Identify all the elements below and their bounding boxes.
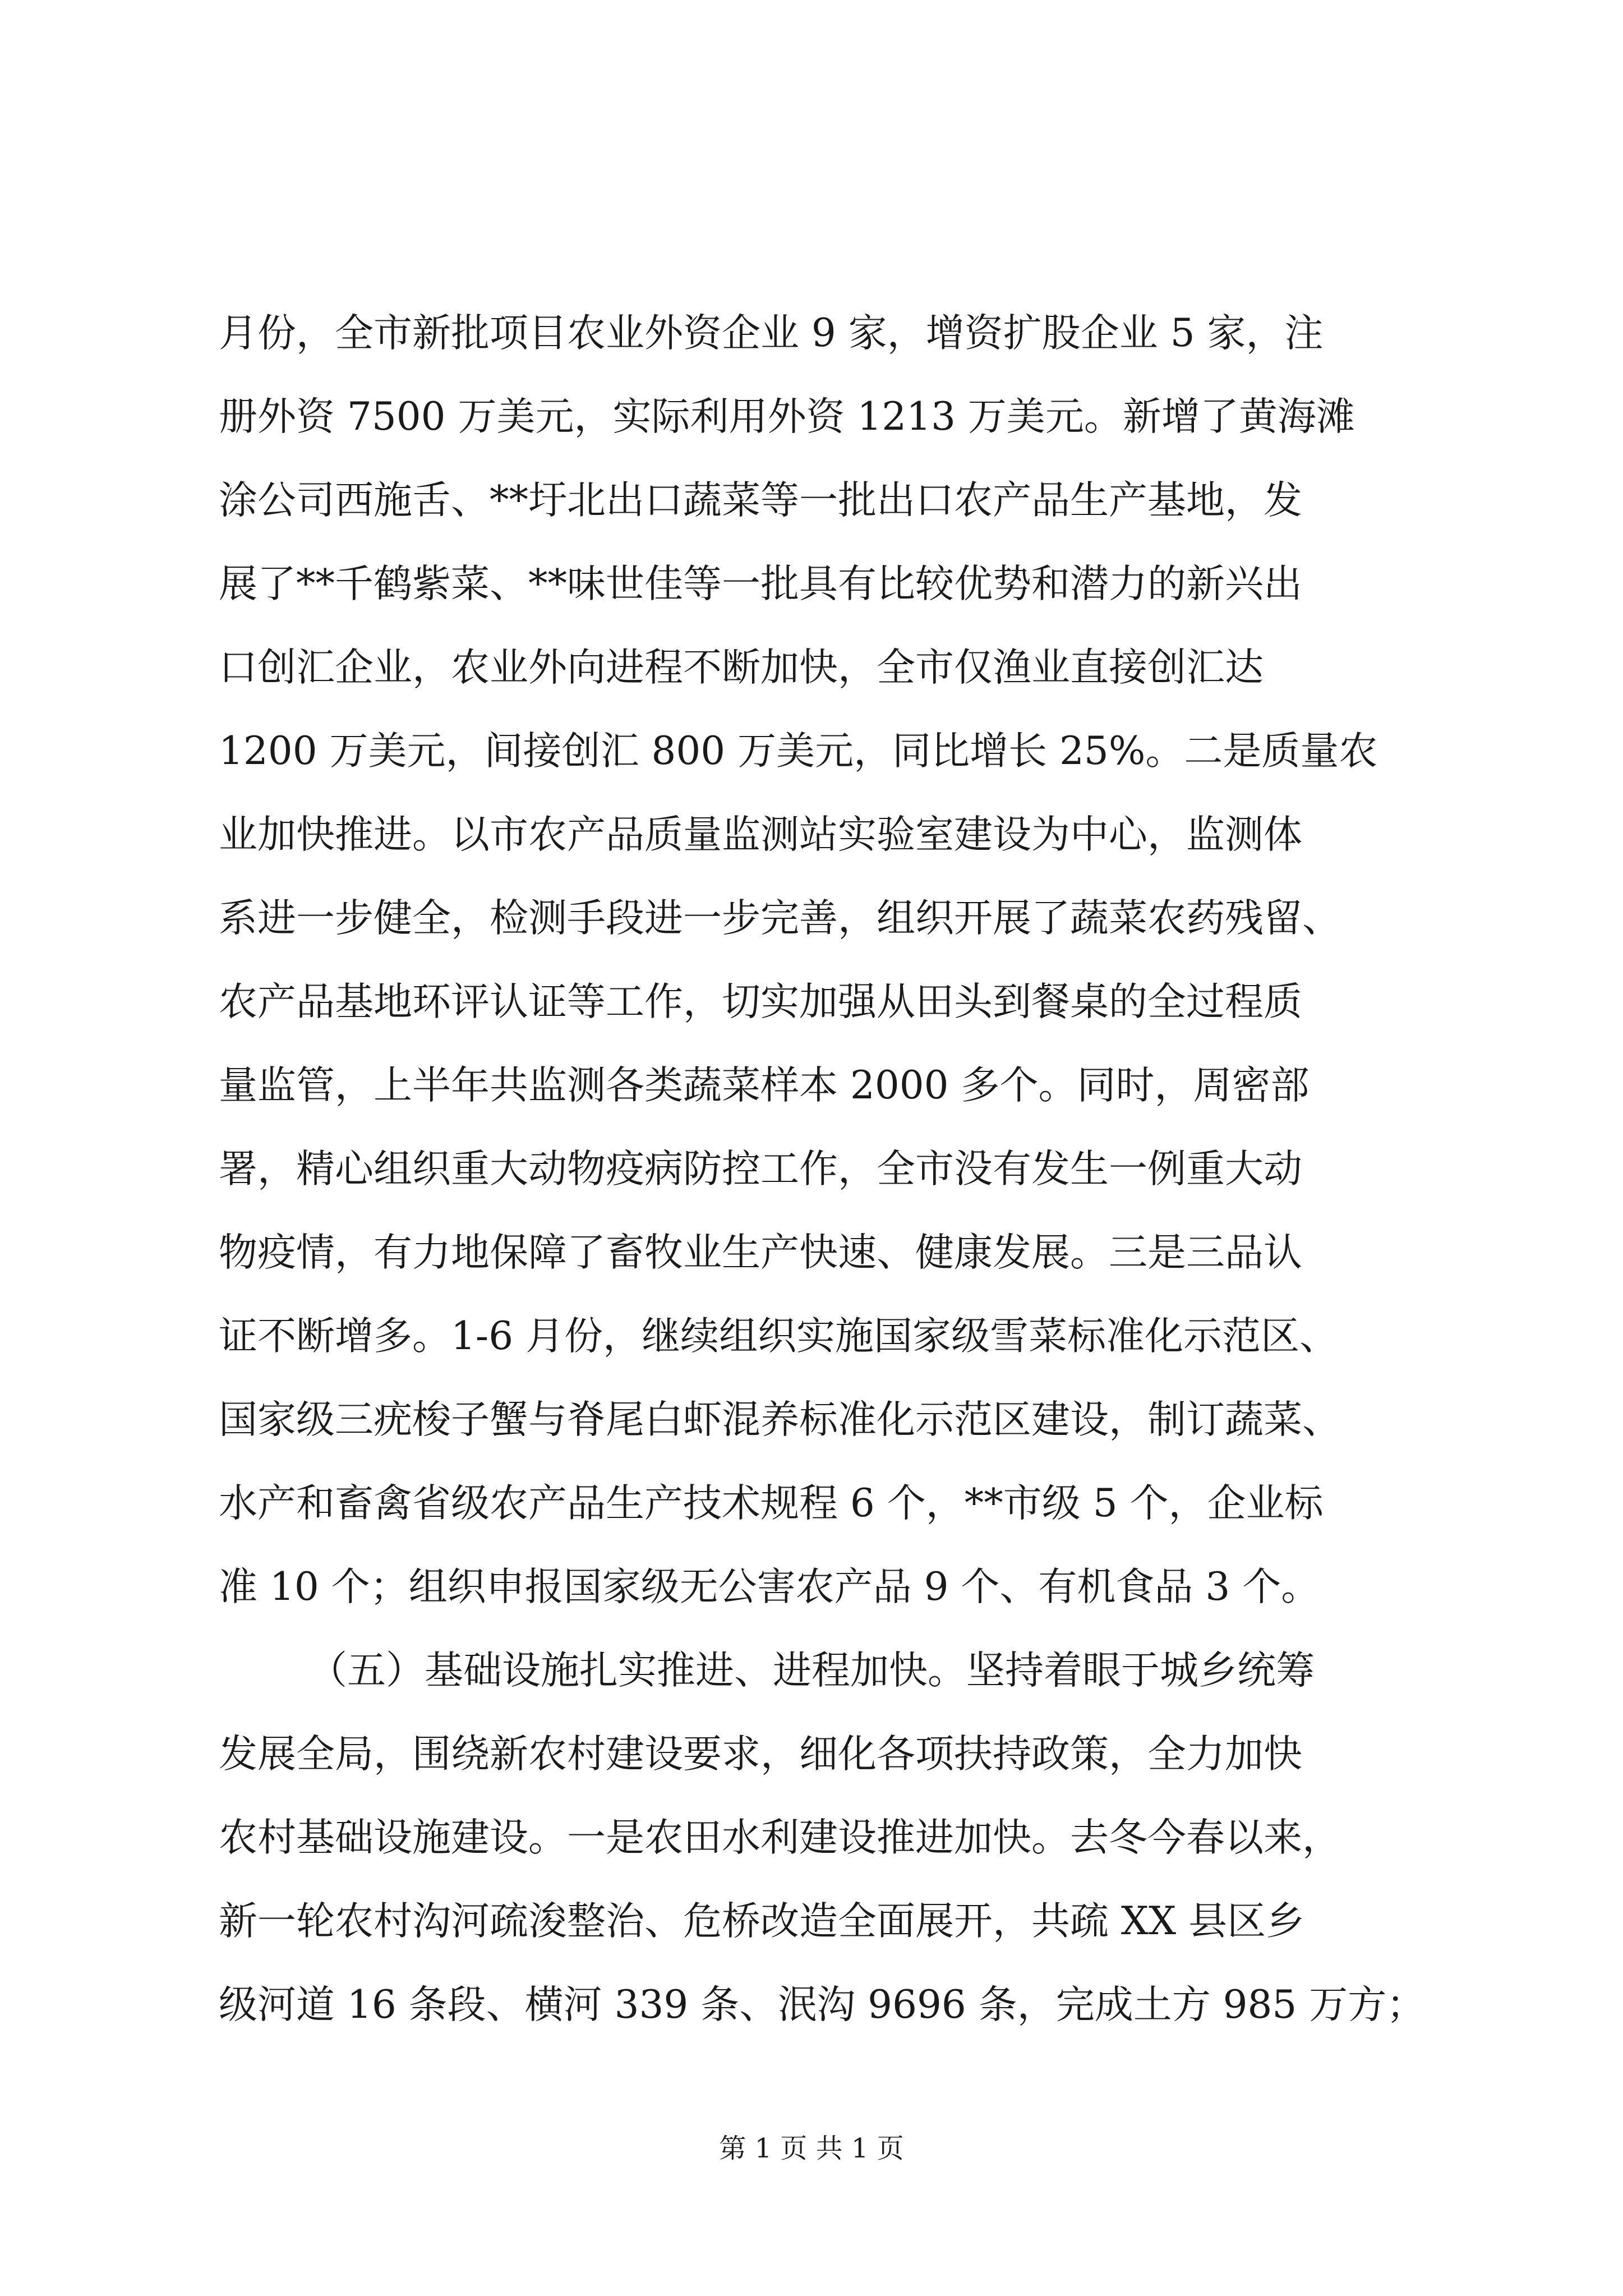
section-heading-line: （五）基础设施扎实推进、进程加快。坚持着眼于城乡统筹 (308, 1648, 1315, 1693)
text-line: 涂公司西施舌、**圩北出口蔬菜等一批出口农产品生产基地，发 (219, 478, 1302, 523)
text-line: 1200 万美元，间接创汇 800 万美元，同比增长 25%。二是质量农 (219, 729, 1378, 774)
document-body (219, 292, 1441, 2047)
text-line: 展了**千鹤紫菜、**味世佳等一批具有比较优势和潜力的新兴出 (219, 562, 1302, 606)
text-line: 水产和畜禽省级农产品生产技术规程 6 个，**市级 5 个，企业标 (219, 1481, 1324, 1526)
text-line: 新一轮农村沟河疏浚整治、危桥改造全面展开，共疏 XX 县区乡 (219, 1899, 1305, 1944)
page-number-label: 第 1 页 共 1 页 (719, 2133, 904, 2164)
text-line: 业加快推进。以市农产品质量监测站实验室建设为中心，监测体 (219, 812, 1302, 857)
text-line: 册外资 7500 万美元，实际利用外资 1213 万美元。新增了黄海滩 (219, 394, 1355, 439)
text-line: 月份，全市新批项目农业外资企业 9 家，增资扩股企业 5 家，注 (219, 311, 1324, 356)
text-line: 证不断增多。1-6 月份，继续组织实施国家级雪菜标准化示范区、 (219, 1314, 1339, 1359)
text-line: 系进一步健全，检测手段进一步完善，组织开展了蔬菜农药残留、 (219, 896, 1341, 941)
text-line: 物疫情，有力地保障了畜牧业生产快速、健康发展。三是三品认 (219, 1230, 1302, 1275)
text-line: 发展全局，围绕新农村建设要求，细化各项扶持政策，全力加快 (219, 1732, 1302, 1777)
text-line: 级河道 16 条段、横河 339 条、泯沟 9696 条，完成土方 985 万方； (219, 1982, 1426, 2027)
page-footer (0, 2132, 1623, 2165)
text-line: 量监管，上半年共监测各类蔬菜样本 2000 多个。同时，周密部 (219, 1063, 1310, 1108)
text-line: 准 10 个；组织申报国家级无公害农产品 9 个、有机食品 3 个。 (219, 1565, 1320, 1609)
text-line: 口创汇企业，农业外向进程不断加快，全市仅渔业直接创汇达 (219, 645, 1264, 690)
text-line: 国家级三疣梭子蟹与脊尾白虾混养标准化示范区建设，制订蔬菜、 (219, 1397, 1341, 1442)
text-line: 署，精心组织重大动物疫病防控工作，全市没有发生一例重大动 (219, 1147, 1302, 1191)
text-line: 农产品基地环评认证等工作，切实加强从田头到餐桌的全过程质 (219, 979, 1302, 1024)
text-line: 农村基础设施建设。一是农田水利建设推进加快。去冬今春以来， (219, 1815, 1341, 1860)
